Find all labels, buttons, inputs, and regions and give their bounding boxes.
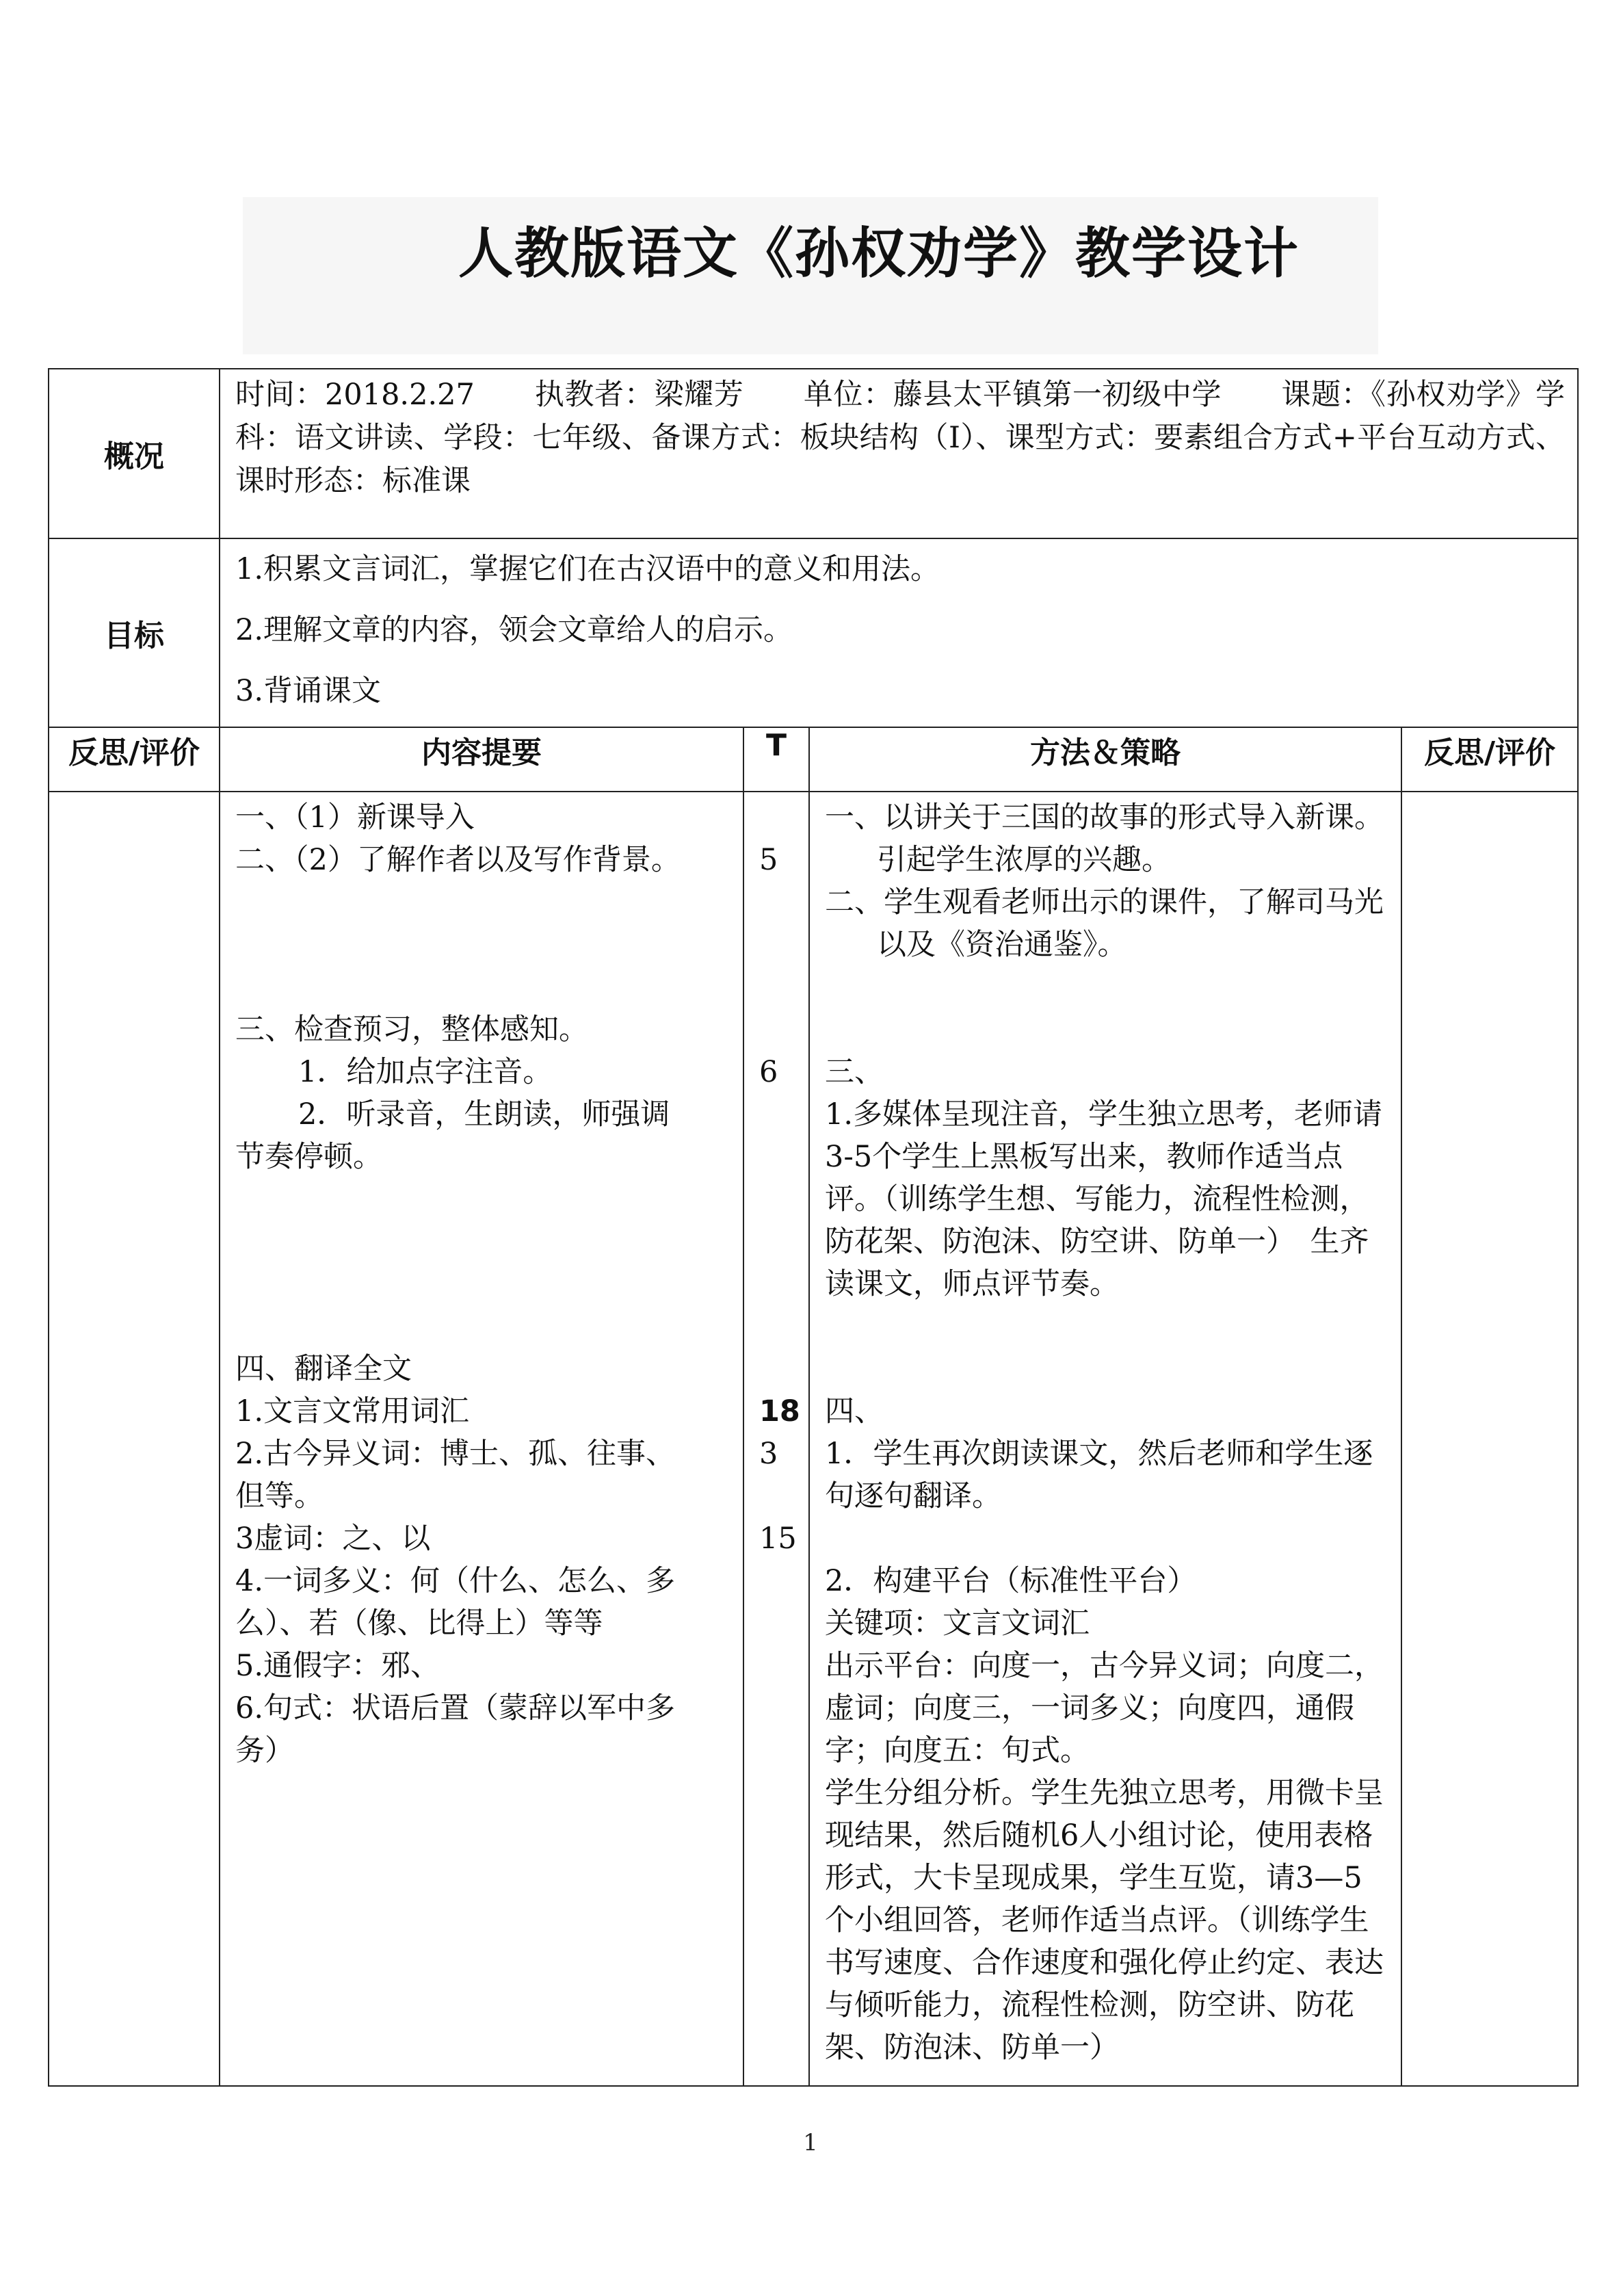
time-value: 18 bbox=[759, 1394, 800, 1429]
time-value: 6 bbox=[759, 1055, 778, 1089]
content-line: 二、（2）了解作者以及写作背景。 bbox=[235, 843, 681, 877]
overview-cell bbox=[220, 369, 1578, 538]
content-line: 一、（1）新课导入 bbox=[235, 800, 475, 835]
content-cell bbox=[220, 792, 743, 2086]
content-line: 1.文言文常用词汇 bbox=[235, 1394, 470, 1429]
reflect-left-cell bbox=[49, 792, 220, 2086]
header-time: T bbox=[743, 727, 809, 792]
content-line: 5.通假字：邪、 bbox=[235, 1649, 440, 1683]
header-content: 内容提要 bbox=[220, 727, 743, 792]
content-line: 务） bbox=[235, 1734, 294, 1768]
lesson-plan-table bbox=[48, 368, 1579, 2087]
method-paragraph: 2．构建平台（标准性平台） bbox=[825, 1564, 1197, 1598]
page-number: 1 bbox=[803, 2129, 818, 2156]
reflect-right-cell bbox=[1401, 792, 1578, 2086]
content-line: 3虚词：之、以 bbox=[235, 1522, 431, 1556]
content-line: 节奏停顿。 bbox=[235, 1140, 382, 1174]
method-paragraph: 二、学生观看老师出示的课件，了解司马光以及《资治通鉴》。 bbox=[825, 885, 1384, 962]
goal-item: 3.背诵课文 bbox=[235, 674, 382, 708]
time-value: 15 bbox=[759, 1522, 797, 1556]
header-reflect-left: 反思/评价 bbox=[49, 727, 220, 792]
goals-row bbox=[49, 538, 1578, 727]
method-paragraph: 1.多媒体呈现注音，学生独立思考，老师请3-5个学生上黑板写出来，教师作适当点评。（训练学生想、写能力，流程性检测，防花架、防泡沫、防空讲、防单一） 生齐读课文，师点评节奏。 bbox=[825, 1097, 1383, 1301]
content-line: 三、检查预习，整体感知。 bbox=[235, 1013, 588, 1047]
method-paragraph: 学生分组分析。学生先独立思考，用微卡呈现结果，然后随机6人小组讨论，使用表格形式，大卡呈现成果，学生互览，请3—5个小组回答，老师作适当点评。（训练学生书写速度、合作速度和强化停止约定、表达与倾听能力，流程性检测，防空讲、防花架、防泡沫、防单一） bbox=[825, 1776, 1384, 2065]
method-paragraph: 一、以讲关于三国的故事的形式导入新课。引起学生浓厚的兴趣。 bbox=[825, 800, 1384, 877]
lesson-body-row bbox=[49, 792, 1578, 2086]
method-paragraph: 关键项：文言文词汇 bbox=[825, 1606, 1090, 1641]
content-line: 1．给加点字注音。 bbox=[298, 1055, 553, 1089]
method-heading: 四、 bbox=[825, 1394, 884, 1429]
overview-row bbox=[49, 369, 1578, 538]
goal-item: 1.积累文言词汇，掌握它们在古汉语中的意义和用法。 bbox=[235, 552, 940, 586]
method-paragraph: 1．学生再次朗读课文，然后老师和学生逐句逐句翻译。 bbox=[825, 1437, 1373, 1513]
goals-cell bbox=[220, 538, 1578, 727]
time-cell bbox=[743, 792, 809, 2086]
content-line: 但等。 bbox=[235, 1479, 324, 1513]
time-value: 3 bbox=[759, 1437, 778, 1471]
content-line: 6.句式：状语后置（蒙辞以军中多 bbox=[235, 1691, 676, 1725]
time-value: 5 bbox=[759, 843, 778, 877]
document-title: 人教版语文《孙权劝学》教学设计 bbox=[458, 221, 1300, 285]
header-reflect-right: 反思/评价 bbox=[1401, 727, 1578, 792]
header-method: 方法＆策略 bbox=[809, 727, 1401, 792]
overview-text: 时间：2018.2.27 执教者：梁耀芳 单位：藤县太平镇第一初级中学 课题：《孙权劝学》学科：语文讲读、学段：七年级、备课方式：板块结构（Ⅰ）、课型方式：要素组合方式+平台互动方式、课时形态：标准课 bbox=[235, 378, 1566, 498]
column-header-row bbox=[49, 727, 1578, 792]
content-line: 2．听录音，生朗读，师强调 bbox=[298, 1097, 670, 1132]
content-line: 四、翻译全文 bbox=[235, 1352, 412, 1386]
goals-label: 目标 bbox=[49, 538, 220, 727]
method-paragraph: 出示平台：向度一，古今异义词；向度二，虚词；向度三，一词多义；向度四，通假字；向度五：句式。 bbox=[825, 1649, 1384, 1768]
content-line: 4.一词多义：何（什么、怎么、多 bbox=[235, 1564, 676, 1598]
content-line: 2.古今异义词：博士、孤、往事、 bbox=[235, 1437, 676, 1471]
content-line: 么）、若（像、比得上）等等 bbox=[235, 1606, 603, 1641]
method-heading: 三、 bbox=[825, 1055, 884, 1089]
goal-item: 2.理解文章的内容，领会文章给人的启示。 bbox=[235, 613, 793, 647]
overview-label: 概况 bbox=[49, 369, 220, 538]
method-cell bbox=[809, 792, 1401, 2086]
